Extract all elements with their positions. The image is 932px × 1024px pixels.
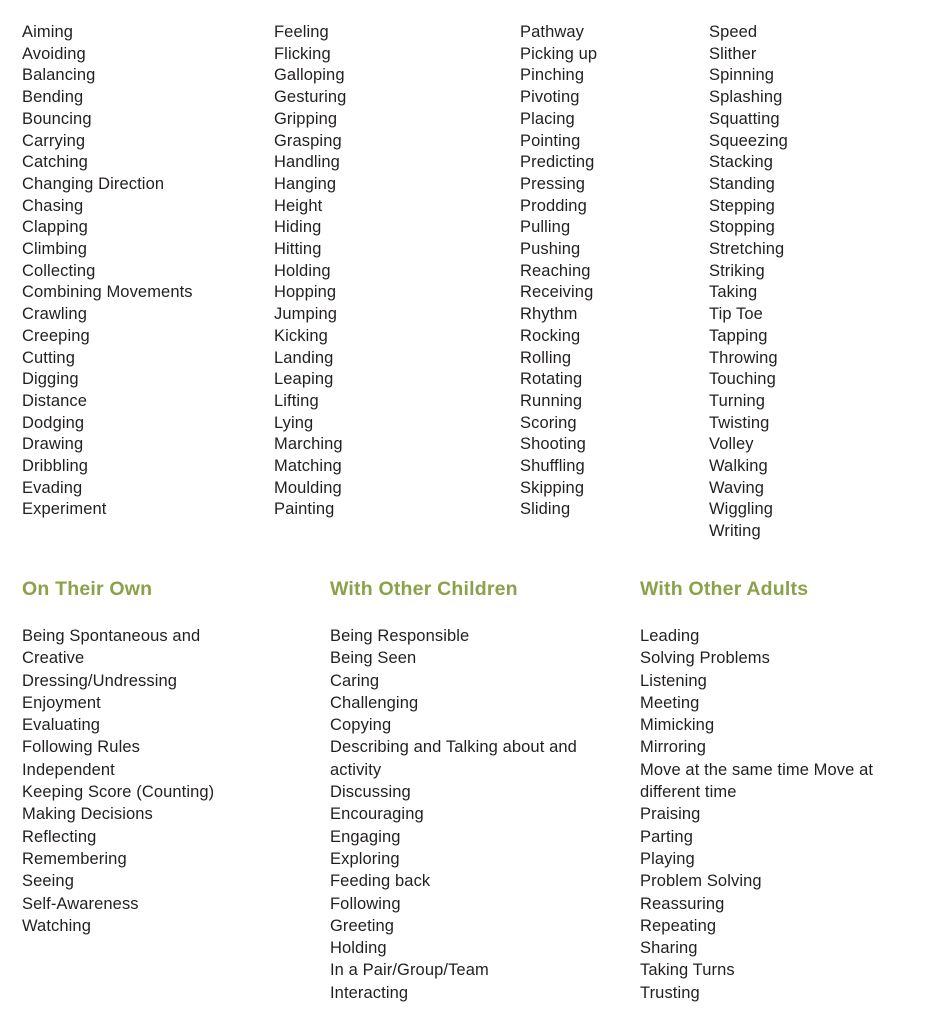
verb-item: Evading: [22, 478, 83, 497]
verb-item: Pinching: [520, 66, 585, 85]
section-heading-on-their-own: On Their Own: [22, 578, 153, 600]
verb-item: Hopping: [274, 283, 337, 302]
group-item: Reflecting: [22, 827, 97, 846]
verb-item: Gesturing: [274, 88, 347, 107]
verb-item: Flicking: [274, 44, 331, 63]
group-item: Problem Solving: [640, 872, 762, 891]
verb-item: Twisting: [709, 413, 770, 432]
verb-item: Wiggling: [709, 500, 774, 519]
verb-item: Marching: [274, 435, 343, 454]
section-heading-with-other-children: With Other Children: [330, 578, 518, 600]
verb-item: Writing: [709, 522, 761, 541]
verb-item: Rolling: [520, 348, 572, 367]
verb-item: Pointing: [520, 131, 581, 150]
group-item: Parting: [640, 827, 693, 846]
group-item: Reassuring: [640, 894, 725, 913]
verb-item: Rhythm: [520, 305, 578, 324]
verb-item: Cutting: [22, 348, 75, 367]
verb-item: Clapping: [22, 218, 88, 237]
verb-item: Lying: [274, 413, 314, 432]
verb-item: Kicking: [274, 326, 328, 345]
section-heading-slot-2: [320, 577, 630, 601]
verb-item: Squatting: [709, 109, 780, 128]
group-item: Keeping Score (Counting): [22, 783, 215, 802]
group-item: Feeding back: [330, 872, 431, 891]
verb-item: Bouncing: [22, 109, 92, 128]
verb-item: Creeping: [22, 326, 90, 345]
group-item: Seeing: [22, 872, 74, 891]
verb-item: Placing: [520, 109, 575, 128]
verb-item: Reaching: [520, 261, 591, 280]
verb-item: Slither: [709, 44, 757, 63]
verb-item: Crawling: [22, 305, 87, 324]
verb-item: Avoiding: [22, 44, 86, 63]
verb-item: Dodging: [22, 413, 85, 432]
verb-column-2: [237, 22, 490, 543]
verb-item: Spinning: [709, 66, 775, 85]
verb-item: Leaping: [274, 370, 334, 389]
group-item: Remembering: [22, 849, 127, 868]
verb-item: Pathway: [520, 23, 584, 41]
verb-item: Splashing: [709, 88, 783, 107]
group-item: Being Spontaneous and Creative: [22, 627, 201, 668]
verb-item: Tip Toe: [709, 305, 763, 324]
group-item: Mirroring: [640, 738, 706, 757]
verb-item: Taking: [709, 283, 758, 302]
group-item: Encouraging: [330, 805, 424, 824]
group-item: Discussing: [330, 783, 411, 802]
group-item: Holding: [330, 939, 387, 958]
group-item: Repeating: [640, 916, 717, 935]
verb-item: Rocking: [520, 326, 581, 345]
verb-item: Distance: [22, 391, 87, 410]
group-item: Self-Awareness: [22, 894, 139, 913]
verb-item: Painting: [274, 500, 335, 519]
verb-item: Holding: [274, 261, 331, 280]
verb-item: Catching: [22, 153, 88, 172]
verb-item: Throwing: [709, 348, 778, 367]
verb-column-4: [697, 22, 932, 543]
group-item: Evaluating: [22, 716, 101, 735]
group-item: Move at the same time Move at different time: [640, 760, 874, 802]
verb-item: Rotating: [520, 370, 583, 389]
verb-item: Changing Direction: [22, 174, 165, 193]
verb-item: Lifting: [274, 391, 319, 410]
group-item: Following: [330, 894, 401, 913]
grouping-lists-grid: [0, 625, 932, 1004]
verb-item: Speed: [709, 23, 758, 41]
verb-item: Dribbling: [22, 457, 89, 476]
verb-item: Standing: [709, 174, 775, 193]
group-item: Making Decisions: [22, 805, 153, 824]
group-item: Interacting: [330, 983, 409, 1002]
group-column-with-other-children: [320, 625, 630, 1004]
verb-item: Combining Movements: [22, 283, 193, 302]
group-item: In a Pair/Group/Team: [330, 961, 489, 980]
section-headings-row: [0, 577, 932, 601]
verb-item: Skipping: [520, 478, 585, 497]
verb-item: Stacking: [709, 153, 774, 172]
verb-item: Tapping: [709, 326, 768, 345]
verb-column-1: [0, 22, 237, 543]
group-item: Following Rules: [22, 738, 140, 757]
section-heading-with-other-adults: With Other Adults: [640, 578, 809, 600]
verb-item: Digging: [22, 370, 79, 389]
verb-item: Shuffling: [520, 457, 585, 476]
verb-item: Pressing: [520, 174, 585, 193]
group-column-with-other-adults: [630, 625, 932, 1004]
verb-item: Climbing: [22, 240, 87, 259]
verb-item: Scoring: [520, 413, 577, 432]
verb-item: Grasping: [274, 131, 342, 150]
group-item: Challenging: [330, 693, 419, 712]
group-column-on-their-own: [0, 625, 320, 937]
group-item: Taking Turns: [640, 961, 735, 980]
group-item: Listening: [640, 671, 707, 690]
verb-item: Receiving: [520, 283, 594, 302]
verb-item: Chasing: [22, 196, 84, 215]
group-item: Enjoyment: [22, 693, 101, 712]
group-item: Greeting: [330, 916, 395, 935]
verb-item: Feeling: [274, 23, 329, 41]
verb-item: Balancing: [22, 66, 96, 85]
verb-item: Carrying: [22, 131, 86, 150]
group-item: Sharing: [640, 939, 698, 958]
verb-item: Sliding: [520, 500, 571, 519]
verb-item: Hanging: [274, 174, 337, 193]
group-item: Dressing/Undressing: [22, 671, 178, 690]
group-item: Leading: [640, 627, 700, 645]
verb-item: Picking up: [520, 44, 598, 63]
verb-item: Collecting: [22, 261, 96, 280]
group-item: Caring: [330, 671, 380, 690]
verb-column-3: [490, 22, 697, 543]
group-item: Meeting: [640, 693, 700, 712]
group-item: Being Responsible: [330, 627, 470, 645]
verb-item: Landing: [274, 348, 334, 367]
group-item: Exploring: [330, 849, 400, 868]
verb-item: Walking: [709, 457, 768, 476]
verb-item: Experiment: [22, 500, 107, 519]
group-item: Being Seen: [330, 649, 417, 668]
verb-item: Stepping: [709, 196, 775, 215]
group-item: Watching: [22, 916, 91, 935]
verb-item: Gripping: [274, 109, 338, 128]
group-item: Trusting: [640, 983, 700, 1002]
group-item: Engaging: [330, 827, 401, 846]
verb-item: Height: [274, 196, 323, 215]
verb-item: Stretching: [709, 240, 785, 259]
section-heading-slot-3: [630, 577, 932, 601]
verb-item: Jumping: [274, 305, 338, 324]
verb-item: Galloping: [274, 66, 345, 85]
verb-item: Pivoting: [520, 88, 580, 107]
group-item: Playing: [640, 849, 695, 868]
verb-item: Touching: [709, 370, 776, 389]
group-item: Mimicking: [640, 716, 715, 735]
verb-item: Hiding: [274, 218, 322, 237]
verb-item: Bending: [22, 88, 84, 107]
group-item: Describing and Talking about and activity: [330, 738, 577, 779]
verb-list-grid: [0, 22, 932, 543]
verb-item: Aiming: [22, 23, 74, 41]
verb-item: Handling: [274, 153, 340, 172]
verb-item: Prodding: [520, 196, 587, 215]
verb-item: Hitting: [274, 240, 322, 259]
verb-item: Shooting: [520, 435, 586, 454]
verb-item: Pulling: [520, 218, 571, 237]
group-item: Independent: [22, 760, 115, 779]
verb-item: Volley: [709, 435, 754, 454]
group-item: Solving Problems: [640, 649, 770, 668]
section-heading-slot-1: [0, 577, 320, 601]
verb-item: Squeezing: [709, 131, 788, 150]
verb-item: Stopping: [709, 218, 775, 237]
verb-item: Drawing: [22, 435, 84, 454]
group-item: Copying: [330, 716, 392, 735]
verb-item: Matching: [274, 457, 342, 476]
verb-item: Running: [520, 391, 583, 410]
verb-item: Pushing: [520, 240, 581, 259]
verb-item: Turning: [709, 391, 766, 410]
group-item: Praising: [640, 805, 701, 824]
verb-item: Striking: [709, 261, 765, 280]
verb-item: Waving: [709, 478, 765, 497]
verb-item: Moulding: [274, 478, 342, 497]
verb-item: Predicting: [520, 153, 595, 172]
